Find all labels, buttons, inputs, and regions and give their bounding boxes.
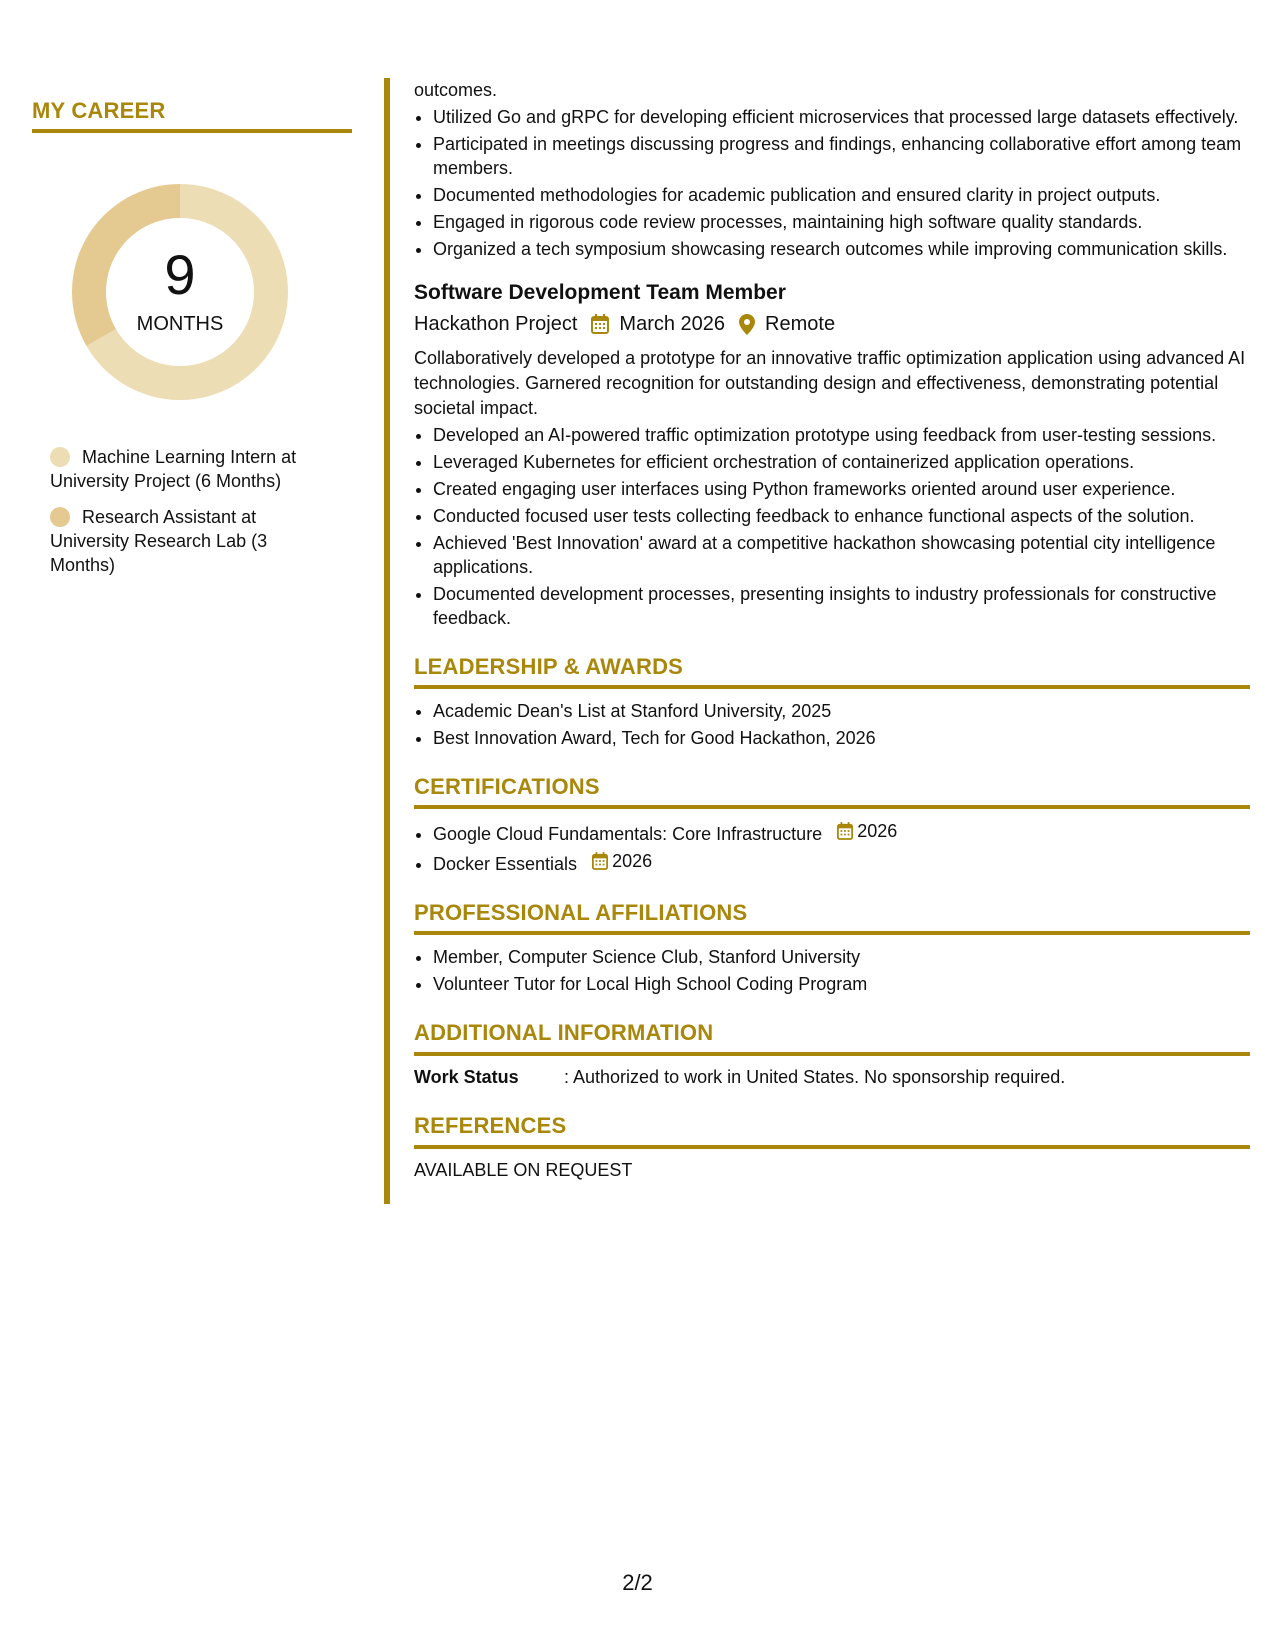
map-pin-icon: [739, 314, 755, 335]
list-item: • Member, Computer Science Club, Stanford University: [433, 945, 1250, 969]
certification-name: Docker Essentials: [433, 854, 578, 875]
page-number: 2/2: [622, 1570, 653, 1595]
list-item: • Utilized Go and gRPC for developing efficient microservices that processed large datasets effectively.: [433, 105, 1250, 129]
certifications-section-title: CERTIFICATIONS: [414, 772, 1250, 809]
legend-item: [50, 445, 320, 493]
list-item: • Documented methodologies for academic publication and ensured clarity in project outputs.: [433, 183, 1250, 207]
job-meta: [414, 311, 1250, 338]
list-item: • Leveraged Kubernetes for efficient orchestration of containerized application operations.: [433, 450, 1250, 474]
list-item: • Conducted focused user tests collecting feedback to enhance functional aspects of the solution.: [433, 504, 1250, 528]
certifications-list: [414, 819, 1250, 876]
work-status-value: : Authorized to work in United States. No sponsorship required.: [564, 1066, 1066, 1087]
job-bullets: [414, 423, 1250, 630]
job-organization: Hackathon Project: [414, 312, 578, 335]
affiliations-section-title: PROFESSIONAL AFFILIATIONS: [414, 898, 1250, 935]
career-section-title: MY CAREER: [32, 96, 352, 133]
list-item: • Engaged in rigorous code review processes, maintaining high software quality standards.: [433, 210, 1250, 234]
list-item: • Achieved 'Best Innovation' award at a competitive hackathon showcasing potential city intelligence applications.: [433, 531, 1250, 579]
certification-item: [433, 819, 1250, 846]
list-item: • Created engaging user interfaces using Python frameworks oriented around user experience.: [433, 477, 1250, 501]
bullet-continuation: outcomes.: [414, 80, 498, 100]
list-item: • Developed an AI-powered traffic optimization prototype using feedback from user-testing sessions.: [433, 423, 1250, 447]
list-item: • Participated in meetings discussing progress and findings, enhancing collaborative effort among team members.: [433, 132, 1250, 180]
work-status-key: Work Status: [414, 1066, 519, 1087]
career-legend: [50, 445, 320, 577]
job-date: March 2026: [619, 312, 726, 335]
list-item: • Volunteer Tutor for Local High School Coding Program: [433, 972, 1250, 996]
donut-total-value: 9: [164, 243, 196, 307]
list-item: • Best Innovation Award, Tech for Good Hackathon, 2026: [433, 726, 1250, 750]
leadership-section-title: LEADERSHIP & AWARDS: [414, 652, 1250, 689]
certification-name: Google Cloud Fundamentals: Core Infrastructure: [433, 824, 823, 845]
career-donut-chart: [65, 177, 295, 407]
certification-year: 2026: [612, 851, 653, 872]
legend-label: Research Assistant at University Research Lab (3 Months): [50, 507, 268, 576]
certification-year: 2026: [857, 821, 898, 842]
job-location: Remote: [765, 312, 836, 335]
job-description: Collaboratively developed a prototype for an innovative traffic optimization application using advanced AI technologies. Garnered recognition for outstanding design and effectiveness, demonstrating potential societal impact.: [414, 347, 1246, 418]
calendar-icon: [592, 852, 608, 870]
job-title: Software Development Team Member: [414, 281, 786, 304]
legend-dot: [50, 447, 70, 467]
leadership-list: [414, 699, 1250, 750]
main-column: [414, 78, 1250, 1183]
list-item: • Organized a tech symposium showcasing research outcomes while improving communication skills.: [433, 237, 1250, 261]
donut-unit-label: MONTHS: [136, 313, 224, 336]
legend-dot: [50, 507, 70, 527]
legend-item: [50, 505, 320, 577]
column-divider: [384, 78, 390, 1204]
references-section-title: REFERENCES: [414, 1111, 1250, 1148]
references-text: AVAILABLE ON REQUEST: [414, 1159, 633, 1180]
calendar-icon: [591, 314, 609, 334]
sidebar: [32, 96, 352, 589]
work-status-row: [414, 1066, 1250, 1090]
legend-label: Machine Learning Intern at University Project (6 Months): [50, 447, 297, 492]
calendar-icon: [837, 822, 853, 840]
certification-item: [433, 849, 1250, 876]
additional-info-section-title: ADDITIONAL INFORMATION: [414, 1018, 1250, 1055]
list-item: • Academic Dean's List at Stanford University, 2025: [433, 699, 1250, 723]
list-item: • Documented development processes, presenting insights to industry professionals for constructive feedback.: [433, 582, 1250, 630]
previous-job-bullets: [414, 78, 1250, 261]
affiliations-list: [414, 945, 1250, 996]
